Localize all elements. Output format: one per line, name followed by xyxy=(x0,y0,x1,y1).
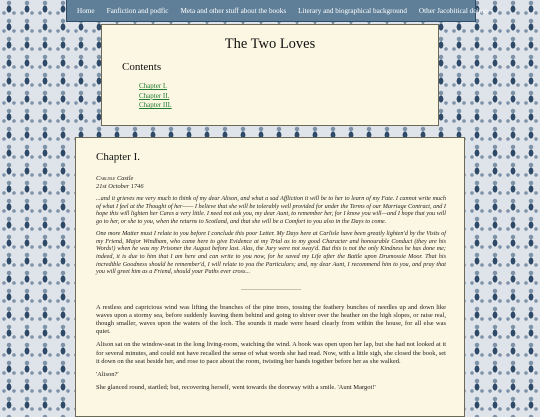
toc-link-chapter-1[interactable]: Chapter I. xyxy=(139,82,167,90)
chapter-title: Chapter I. xyxy=(96,151,140,163)
title-panel xyxy=(101,24,439,126)
chapter-content xyxy=(96,151,446,397)
letter-place-suffix: Castle xyxy=(115,175,134,182)
section-divider xyxy=(241,289,301,290)
letter-paragraph: ...and it grieves me very much to think of my dear Alison, and what a sad Affliction it will be to her to learn of my Fate. I cannot write much of what I feel at the Thought of her—— I believe that she will be tolerably well provided for under the Terms of our Marriage Contract, and I hope this will lighten her Cares a very little. I need not ask you, my dear Aunt, to remember her, for I know you will—and I hope that you will go to her, or she to you, when the returns to Scotland, and that she will be a Comfort to you also in the Days to come. xyxy=(96,195,446,226)
nav-item-fanfiction[interactable]: Fanfiction and podfic xyxy=(106,6,169,15)
toc-item xyxy=(139,101,172,111)
toc-item xyxy=(139,82,172,92)
letter-date: 21st October 1746 xyxy=(96,183,144,190)
story-paragraph: She glanced round, startled; but, recovering herself, went towards the doorway with a smile. 'Aunt Margot!' xyxy=(96,383,376,391)
toc-link-chapter-2[interactable]: Chapter II. xyxy=(139,91,170,100)
toc-link-chapter-3[interactable]: Chapter III. xyxy=(139,101,172,109)
letter-dateline xyxy=(96,175,446,191)
contents-heading: Contents xyxy=(122,61,162,73)
chapter-panel[interactable] xyxy=(75,137,465,417)
letter-paragraph: One more Matter must I relate to you before I conclude this poor Letter. My Days here at Carlisle have been greatly lighten'd by the Visits of my Friend, Major Windham, who came here to give Evidence at my Trial as to my good Character and honourable Conduct (they are his Words!) when he was my Prisoner the August before last. Alas, the Jury were not sway'd. But this is not the only Kindness he has done me; indeed, it is due to him that I am here and can write to you now, for he saved my Life after the Battle upon Drumossie Moor. That his incredible Goodness should be remember'd, I will relate to you the Particulars; and, my dear Aunt, I recommend him to you, and pray that you will greet him as a Friend, should your Paths ever cross... xyxy=(96,229,446,276)
story-paragraph: A restless and capricious wind was lifting the branches of the pine trees, tossing the feathery bunches of needles up and down like waves upon a stormy sea, before suddenly leaving them behind and going to shiver over the heather on the high slopes, or raise real, though smaller, waves upon the waters of the loch. The sounds it made were heard clearly from within the house, for all else was quiet. xyxy=(96,304,446,336)
nav-item-meta[interactable]: Meta and other stuff about the books xyxy=(180,6,287,15)
nav-item-jacobitical-doings[interactable]: Other Jacobitical doings xyxy=(418,6,489,15)
top-navigation-bar xyxy=(66,0,489,22)
nav-item-home[interactable]: Home xyxy=(77,6,95,15)
nav-item-literary-background[interactable]: Literary and biographical background xyxy=(298,6,407,15)
page-title: The Two Loves xyxy=(224,36,316,52)
table-of-contents xyxy=(139,82,172,111)
story-paragraph: 'Alison?' xyxy=(96,370,119,378)
letter-place: Carlisle xyxy=(96,175,116,182)
story-paragraph: Alison sat on the window-seat in the long living-room, watching the wind. A book was open upon her lap, but she had not looked at it for several minutes, and could not have recalled the sense of what words she had read. Now, with a little sigh, she closed the book, set it down on the seat beside her, and rose to pace about the room, twisting her hands together before her as she walked. xyxy=(96,341,446,365)
toc-item xyxy=(139,92,172,102)
